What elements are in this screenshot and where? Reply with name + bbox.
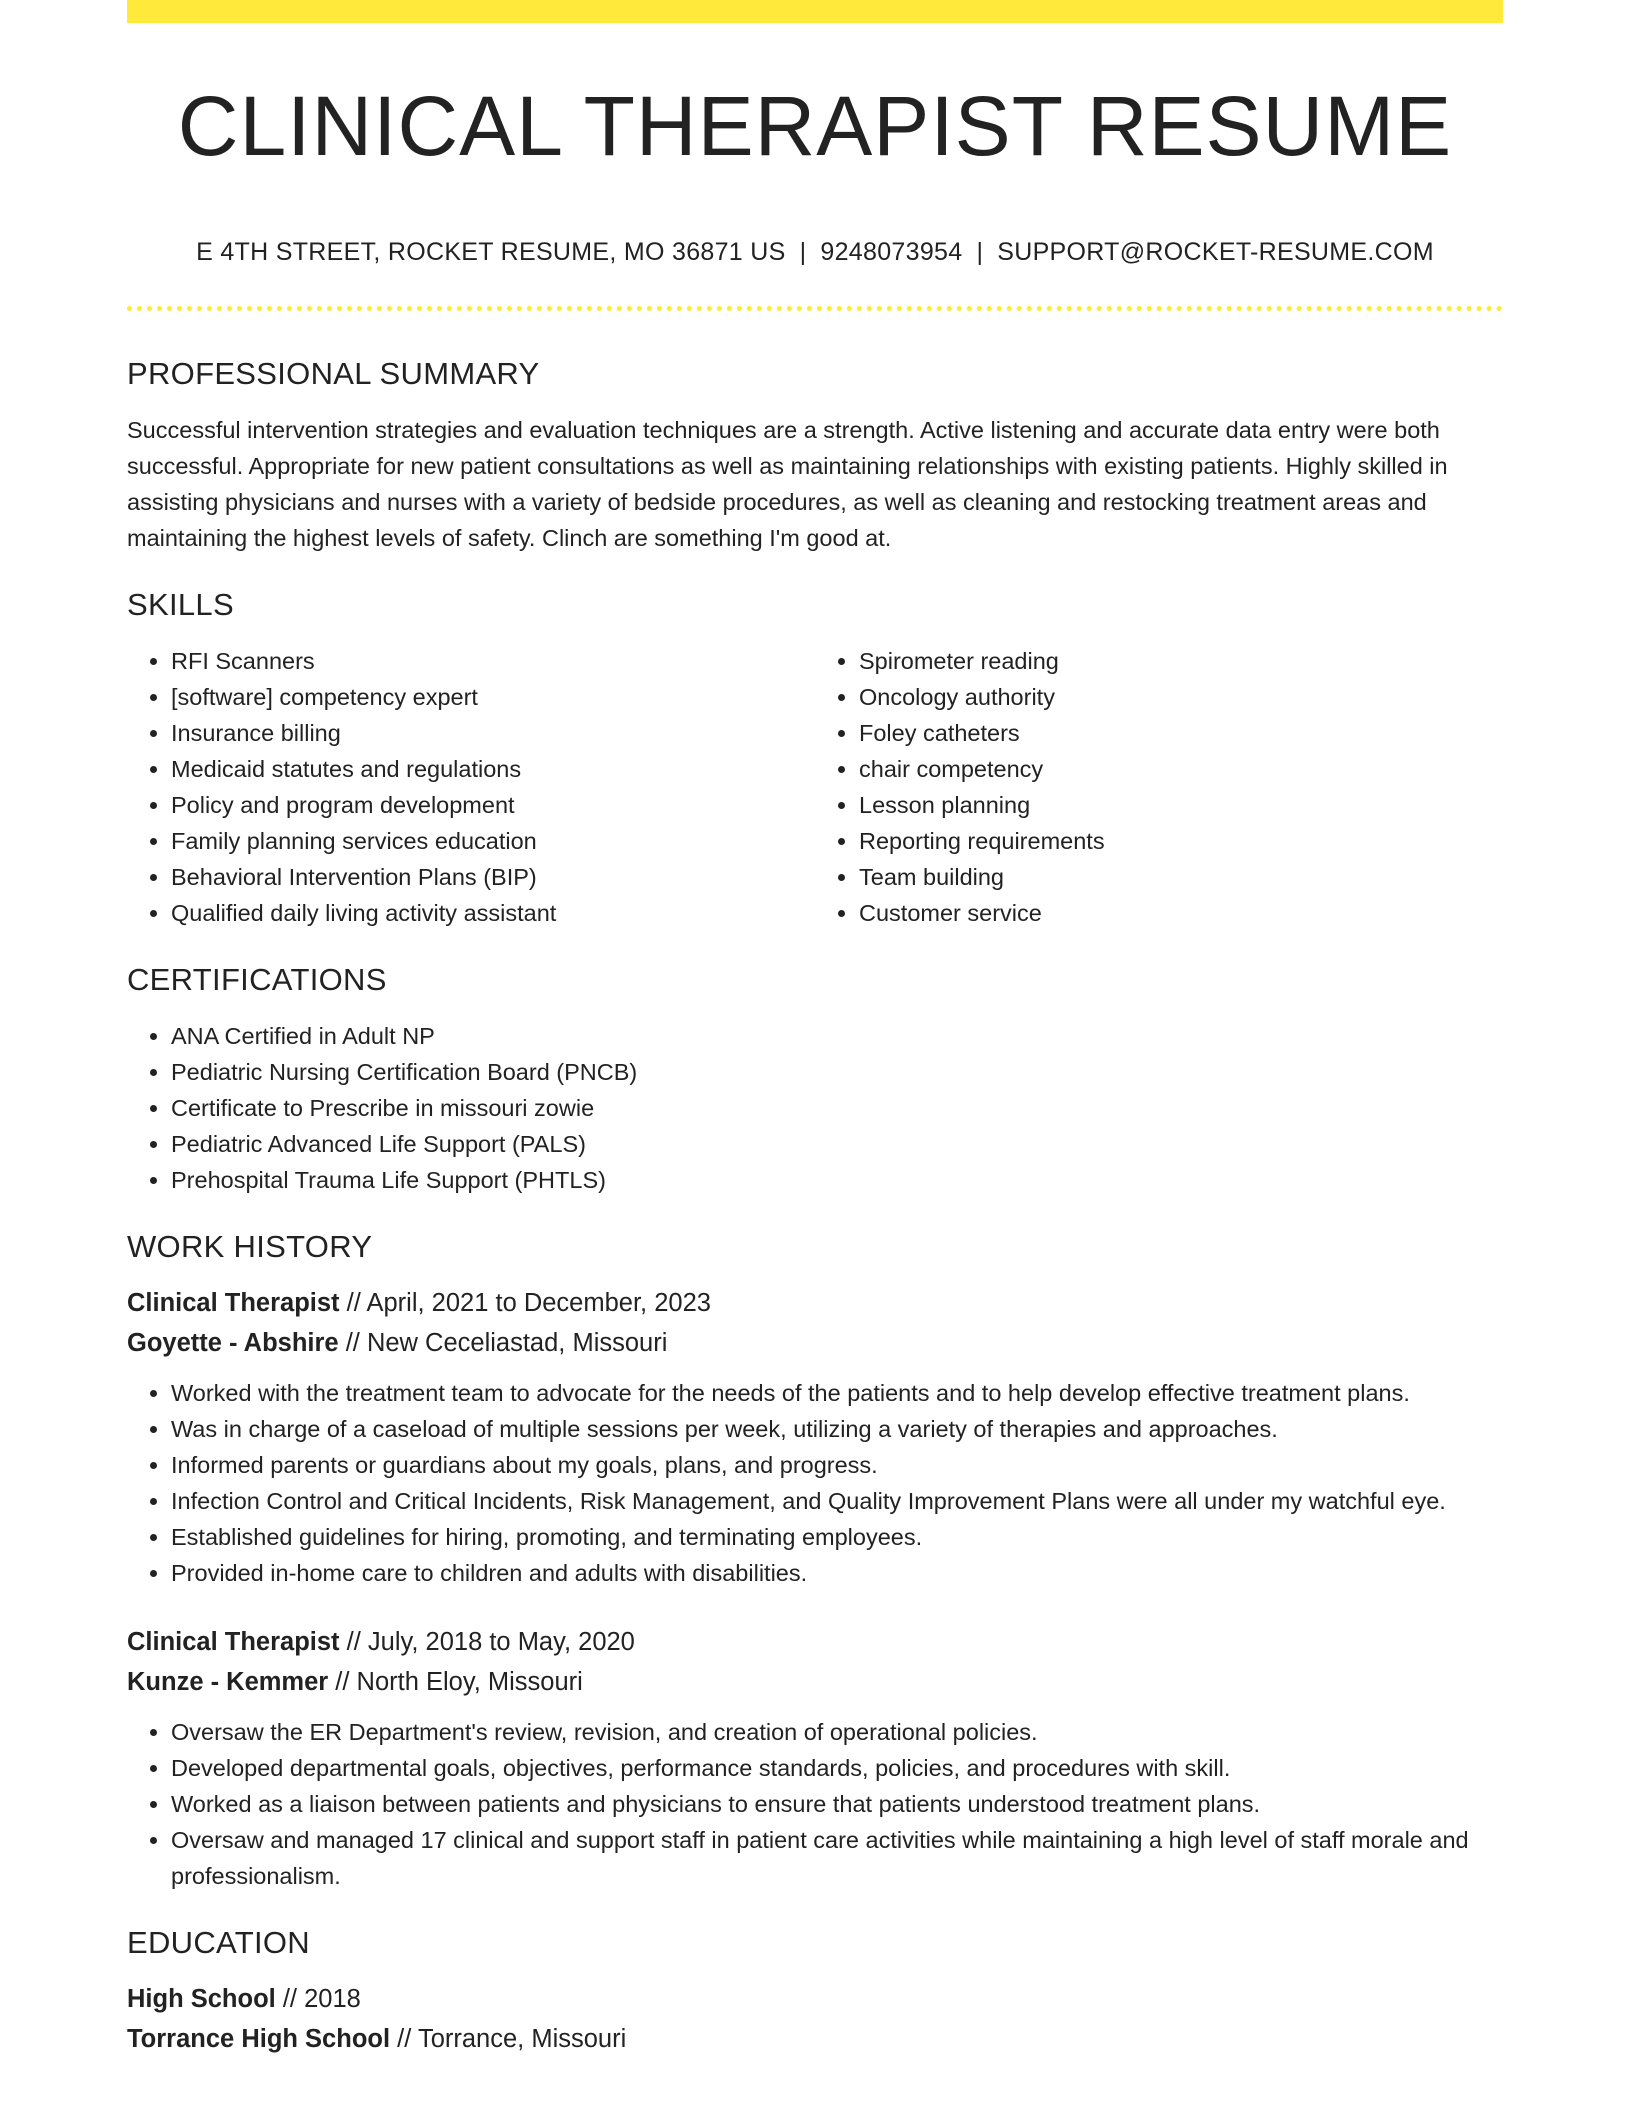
education-school: Torrance High School	[127, 2025, 391, 2053]
job-location: // New Ceceliastad, Missouri	[338, 1329, 668, 1357]
work-history-section	[127, 1229, 1503, 1894]
job-bullet: • Worked with the treatment team to advocate for the needs of the patients and to help develop effective treatment plans.	[171, 1375, 1503, 1411]
job-entry	[127, 1283, 1503, 1591]
skill-item: • [software] competency expert	[171, 679, 815, 715]
certification-item: • Pediatric Nursing Certification Board (PNCB)	[171, 1054, 1503, 1090]
skill-item: • chair competency	[859, 751, 1503, 787]
section-heading: EDUCATION	[127, 1925, 310, 1960]
job-bullet: • Oversaw the ER Department's review, revision, and creation of operational policies.	[171, 1714, 1503, 1750]
resume-content	[127, 356, 1503, 2059]
job-bullet: • Infection Control and Critical Incidents, Risk Management, and Quality Improvement Plans were all under my watchful eye.	[171, 1483, 1503, 1519]
job-bullet: • Was in charge of a caseload of multiple sessions per week, utilizing a variety of therapies and approaches.	[171, 1411, 1503, 1447]
job-spacer	[127, 1591, 1503, 1622]
job-bullets	[127, 1714, 1503, 1894]
skills-section	[127, 587, 1503, 931]
job-dates: // April, 2021 to December, 2023	[339, 1289, 711, 1317]
education-degree: High School	[127, 1985, 276, 2013]
certification-item: • ANA Certified in Adult NP	[171, 1018, 1503, 1054]
skill-item: • Medicaid statutes and regulations	[171, 751, 815, 787]
skill-item: • Lesson planning	[859, 787, 1503, 823]
summary-text: Successful intervention strategies and evaluation techniques are a strength. Active listening and accurate data entry were both successful. Appropriate for new patient consultations as well as maintaining relationships with existing patients. Highly skilled in assisting physicians and nurses with a variety of bedside procedures, as well as cleaning and restocking treatment areas and maintaining the highest levels of safety. Clinch are something I'm good at.	[127, 417, 1448, 551]
job-bullet: • Worked as a liaison between patients and physicians to ensure that patients understood treatment plans.	[171, 1786, 1503, 1822]
certifications-section	[127, 962, 1503, 1198]
skill-item: • Policy and program development	[171, 787, 815, 823]
education-school-line	[127, 2019, 1503, 2059]
skill-item: • Team building	[859, 859, 1503, 895]
contact-phone: 9248073954	[820, 238, 963, 266]
education-degree-line	[127, 1979, 1503, 2019]
certifications-list	[127, 1018, 1503, 1198]
education-location: // Torrance, Missouri	[390, 2025, 627, 2053]
skills-list-left	[127, 643, 815, 931]
skill-item: • Qualified daily living activity assistant	[171, 895, 815, 931]
job-bullet: • Developed departmental goals, objectives, performance standards, policies, and procedures with skill.	[171, 1750, 1503, 1786]
job-title-line	[127, 1283, 1503, 1323]
skill-item: • Behavioral Intervention Plans (BIP)	[171, 859, 815, 895]
job-bullets	[127, 1375, 1503, 1591]
job-bullet: • Provided in-home care to children and adults with disabilities.	[171, 1555, 1503, 1591]
education-year: // 2018	[275, 1985, 361, 2013]
job-bullet: • Oversaw and managed 17 clinical and support staff in patient care activities while maintaining a high level of staff morale and professionalism.	[171, 1822, 1503, 1894]
job-dates: // July, 2018 to May, 2020	[339, 1628, 635, 1656]
certification-item: • Certificate to Prescribe in missouri zowie	[171, 1090, 1503, 1126]
resume-title: CLINICAL THERAPIST RESUME	[177, 79, 1453, 173]
job-title: Clinical Therapist	[127, 1289, 340, 1317]
skill-item: • Spirometer reading	[859, 643, 1503, 679]
skills-columns	[127, 643, 1503, 931]
certification-item: • Pediatric Advanced Life Support (PALS)	[171, 1126, 1503, 1162]
job-company: Goyette - Abshire	[127, 1329, 339, 1357]
section-heading: WORK HISTORY	[127, 1229, 373, 1264]
accent-bar	[127, 0, 1503, 23]
skill-item: • Family planning services education	[171, 823, 815, 859]
job-entry	[127, 1622, 1503, 1894]
job-bullet: • Established guidelines for hiring, promoting, and terminating employees.	[171, 1519, 1503, 1555]
skill-item: • RFI Scanners	[171, 643, 815, 679]
section-heading: PROFESSIONAL SUMMARY	[127, 356, 540, 391]
skill-item: • Insurance billing	[171, 715, 815, 751]
skills-list-right	[815, 643, 1503, 931]
contact-line	[127, 238, 1503, 267]
education-section	[127, 1925, 1503, 2059]
certification-item: • Prehospital Trauma Life Support (PHTLS)	[171, 1162, 1503, 1198]
summary-section	[127, 356, 1503, 556]
contact-address: E 4TH STREET, ROCKET RESUME, MO 36871 US	[196, 238, 786, 266]
skill-item: • Customer service	[859, 895, 1503, 931]
contact-separator: |	[976, 238, 984, 266]
contact-email[interactable]: SUPPORT@ROCKET-RESUME.COM	[997, 238, 1434, 266]
section-heading: SKILLS	[127, 587, 234, 622]
job-bullet: • Informed parents or guardians about my goals, plans, and progress.	[171, 1447, 1503, 1483]
skill-item: • Foley catheters	[859, 715, 1503, 751]
contact-separator: |	[799, 238, 807, 266]
job-company-line	[127, 1662, 1503, 1702]
job-company: Kunze - Kemmer	[127, 1668, 329, 1696]
dotted-divider	[127, 306, 1503, 311]
job-location: // North Eloy, Missouri	[328, 1668, 583, 1696]
section-heading: CERTIFICATIONS	[127, 962, 387, 997]
job-title-line	[127, 1622, 1503, 1662]
job-company-line	[127, 1323, 1503, 1363]
job-title: Clinical Therapist	[127, 1628, 340, 1656]
skill-item: • Oncology authority	[859, 679, 1503, 715]
skill-item: • Reporting requirements	[859, 823, 1503, 859]
